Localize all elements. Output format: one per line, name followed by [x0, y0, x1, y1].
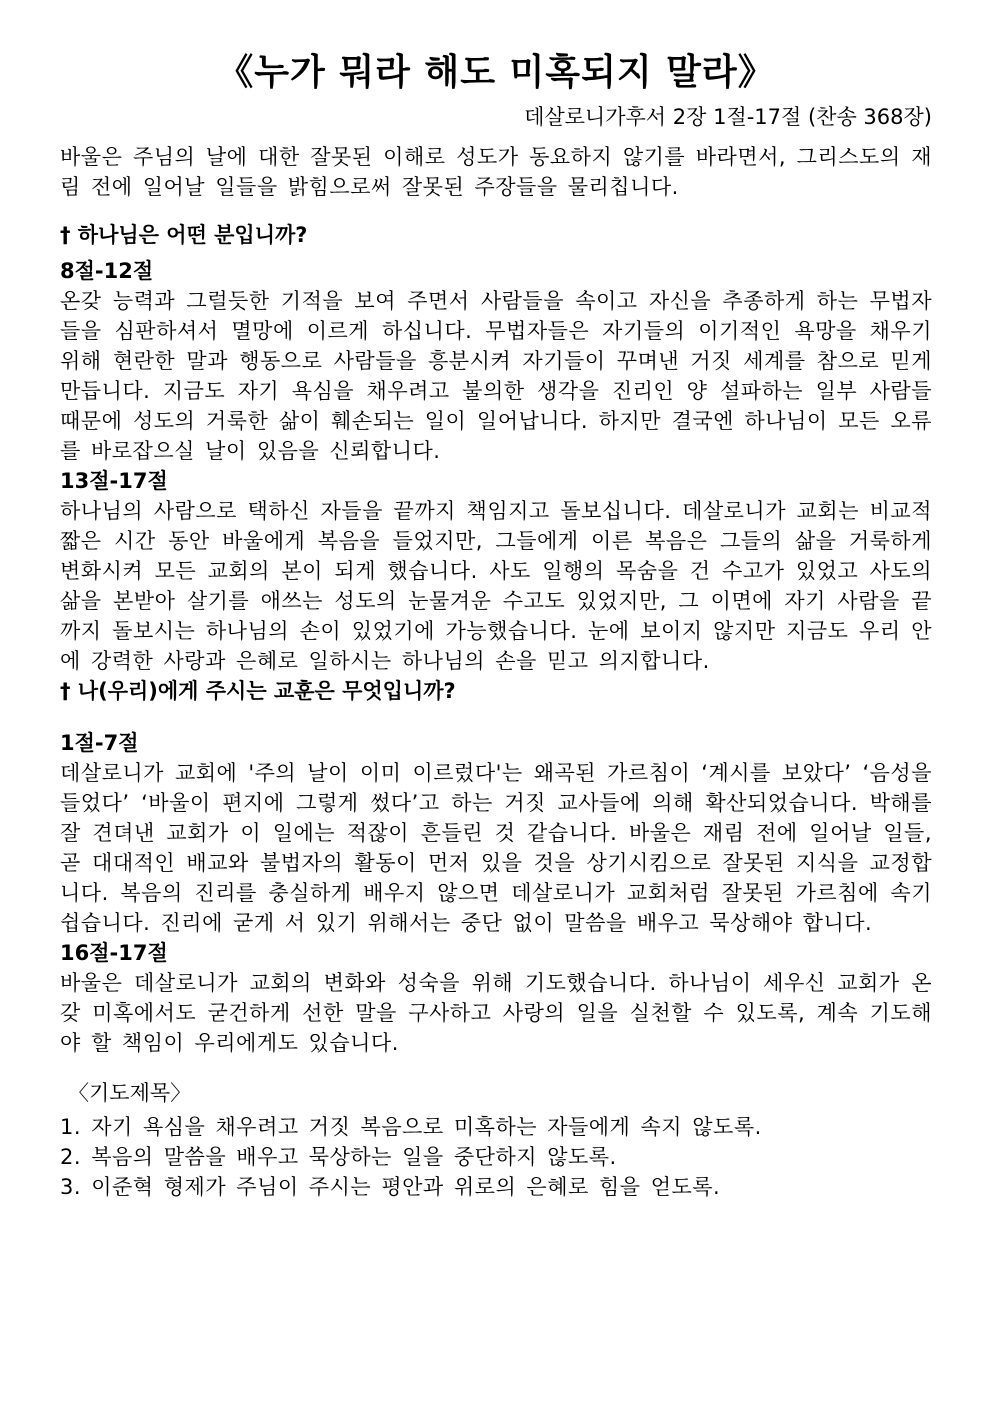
- verse-commentary: 하나님의 사람으로 택하신 자들을 끝까지 책임지고 돌보십니다. 데살로니가 교회는 비교적 짧은 시간 동안 바울에게 복음을 들었지만, 그들에게 이른 복음은 그들의 삶을 거룩하게 변화시켜 모든 교회의 본이 되게 했습니다. 사도 일행의 목숨을 건 수고가 있었고 사도의 삶을 본받아 살기를 애쓰는 성도의 눈물겨운 수고도 있었지만, 그 이면에 자기 사람을 끝까지 돌보시는 하나님의 손이 있었기에 가능했습니다. 눈에 보이지 않지만 지금도 우리 안에 강력한 사랑과 은혜로 일하시는 하나님의 손을 믿고 의지합니다.: [60, 499, 932, 673]
- verse-range: 1절-7절: [60, 731, 139, 755]
- prayer-list: [60, 1112, 932, 1202]
- prayer-section: [60, 1076, 932, 1202]
- verse-commentary: 바울은 데살로니가 교회의 변화와 성숙을 위해 기도했습니다. 하나님이 세우신 교회가 온갖 미혹에서도 굳건하게 선한 말을 구사하고 사랑의 일을 실천할 수 있도록, 계속 기도해야 할 책임이 우리에게도 있습니다.: [60, 971, 932, 1055]
- page-title: 《누가 뭐라 해도 미혹되지 말라》: [217, 52, 775, 93]
- verse-range: 8절-12절: [60, 259, 154, 283]
- section-heading: † 하나님은 어떤 분입니까?: [60, 223, 308, 247]
- section-lesson: [60, 676, 932, 1058]
- verse-commentary: 온갖 능력과 그럴듯한 기적을 보여 주면서 사람들을 속이고 자신을 추종하게 하는 무법자들을 심판하셔서 멸망에 이르게 하십니다. 무법자들은 자기들의 이기적인 욕망을 채우기 위해 현란한 말과 행동으로 사람들을 흥분시켜 자기들이 꾸며낸 거짓 세계를 참으로 믿게 만듭니다. 지금도 자기 욕심을 채우려고 불의한 생각을 진리인 양 설파하는 일부 사람들 때문에 성도의 거룩한 삶이 훼손되는 일이 일어납니다. 하지만 결국엔 하나님이 모든 오류를 바로잡으실 날이 있음을 신뢰합니다.: [60, 289, 932, 463]
- prayer-item: 1. 자기 욕심을 채우려고 거짓 복음으로 미혹하는 자들에게 속지 않도록.: [60, 1115, 762, 1139]
- verse-range: 16절-17절: [60, 941, 168, 965]
- prayer-heading: 〈기도제목〉: [68, 1081, 192, 1105]
- verse-range: 13절-17절: [60, 469, 168, 493]
- section-heading: † 나(우리)에게 주시는 교훈은 무엇입니까?: [60, 679, 456, 703]
- bulletin-page: [60, 48, 932, 1202]
- section-who-is-god: [60, 220, 932, 676]
- prayer-item: 3. 이준혁 형제가 주님이 주시는 평안과 위로의 은혜로 힘을 얻도록.: [60, 1175, 721, 1199]
- prayer-item: 2. 복음의 말씀을 배우고 묵상하는 일을 중단하지 않도록.: [60, 1145, 617, 1169]
- scripture-reference: 데살로니가후서 2장 1절-17절 (찬송 368장): [524, 105, 932, 129]
- verse-commentary: 데살로니가 교회에 '주의 날이 이미 이르렀다'는 왜곡된 가르침이 ‘계시를 보았다’ ‘음성을 들었다’ ‘바울이 편지에 그렇게 썼다’고 하는 거짓 교사들에 의해 확산되었습니다. 박해를 잘 견뎌낸 교회가 이 일에는 적잖이 흔들린 것 같습니다. 바울은 재림 전에 일어날 일들, 곧 대대적인 배교와 불법자의 활동이 먼저 있을 것을 상기시킴으로 잘못된 지식을 교정합니다. 복음의 진리를 충실하게 배우지 않으면 데살로니가 교회처럼 잘못된 가르침에 속기 쉽습니다. 진리에 굳게 서 있기 위해서는 중단 없이 말씀을 배우고 묵상해야 합니다.: [60, 761, 932, 935]
- intro-paragraph: 바울은 주님의 날에 대한 잘못된 이해로 성도가 동요하지 않기를 바라면서, 그리스도의 재림 전에 일어날 일들을 밝힘으로써 잘못된 주장들을 물리칩니다.: [60, 145, 932, 199]
